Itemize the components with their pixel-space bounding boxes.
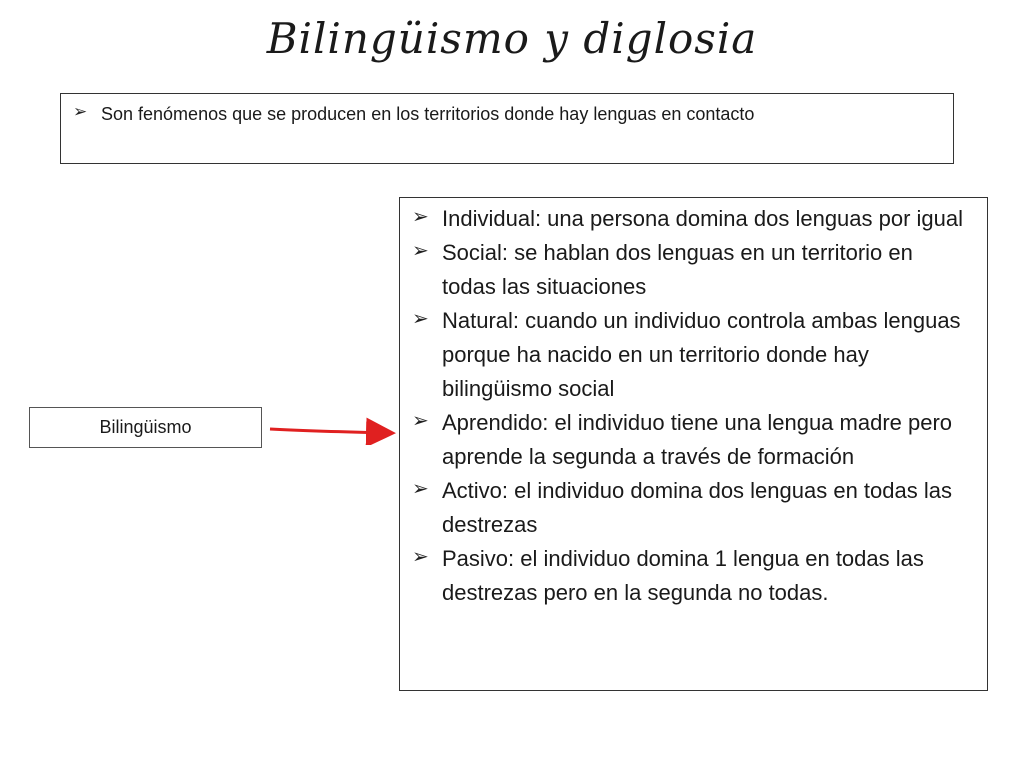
- arrowhead-bullet-icon: ➢: [73, 102, 88, 121]
- list-item-text: Pasivo: el individuo domina 1 lengua en todas las destrezas pero en la segunda no todas.: [442, 546, 924, 605]
- slide-title: Bilingüismo y diglosia: [266, 14, 758, 63]
- list-item: [400, 236, 987, 304]
- list-item: [400, 202, 987, 236]
- arrowhead-bullet-icon: ➢: [412, 546, 429, 568]
- intro-text: Son fenómenos que se producen en los territorios donde hay lenguas en contacto: [101, 104, 755, 124]
- list-item: [400, 474, 987, 542]
- list-item-text: Natural: cuando un individuo controla ambas lenguas porque ha nacido en un territorio donde hay bilingüismo social: [442, 308, 961, 401]
- list-item-text: Social: se hablan dos lenguas en un territorio en todas las situaciones: [442, 240, 913, 299]
- types-box: [399, 197, 988, 691]
- arrowhead-bullet-icon: ➢: [412, 410, 429, 432]
- types-list: [400, 202, 987, 610]
- list-item: [400, 304, 987, 406]
- connector-line: [270, 429, 390, 433]
- list-item-text: Activo: el individuo domina dos lenguas en todas las destrezas: [442, 478, 952, 537]
- concept-box: Bilingüismo: [29, 407, 262, 448]
- arrowhead-bullet-icon: ➢: [412, 308, 429, 330]
- arrowhead-bullet-icon: ➢: [412, 240, 429, 262]
- intro-box: [60, 93, 954, 164]
- list-item-text: Individual: una persona domina dos lenguas por igual: [442, 206, 964, 231]
- arrowhead-bullet-icon: ➢: [412, 206, 429, 228]
- list-item-text: Aprendido: el individuo tiene una lengua madre pero aprende la segunda a través de formación: [442, 410, 953, 469]
- right-arrow-icon: [266, 415, 406, 445]
- list-item: [400, 542, 987, 610]
- list-item: [400, 406, 987, 474]
- arrowhead-bullet-icon: ➢: [412, 478, 429, 500]
